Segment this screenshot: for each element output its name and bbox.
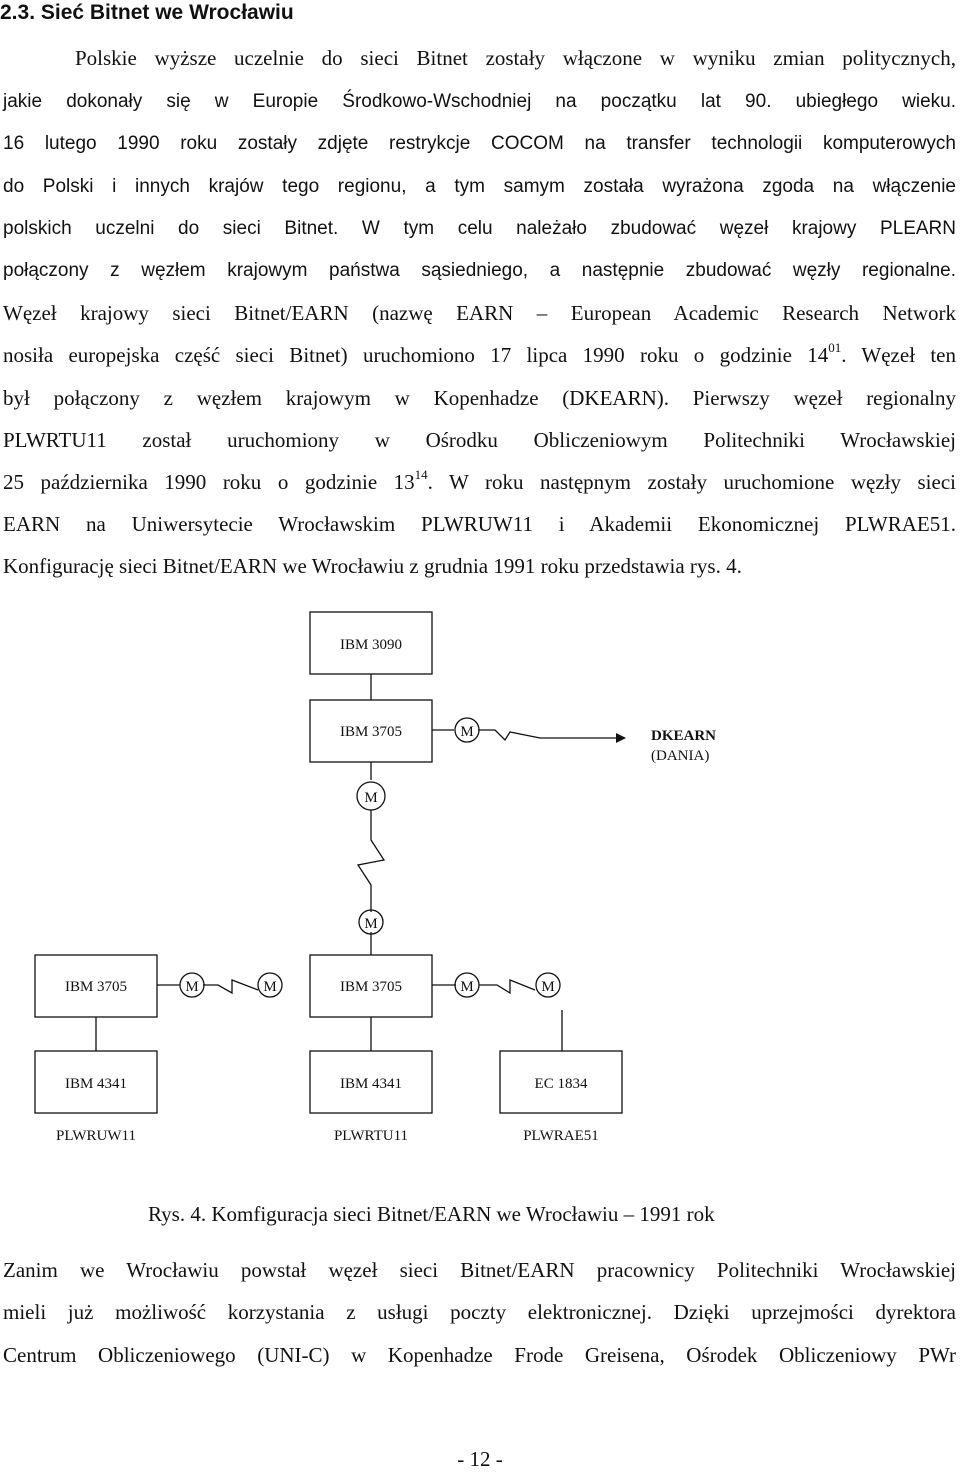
dania-label: (DANIA) [651,748,710,764]
text-line: polskich uczelni do sieci Bitnet. W tym celu należało zbudować węzeł krajowy PLEARN [3,218,956,239]
modem-label: M [460,979,474,995]
node-name-plwrtu11: PLWRTU11 [333,1128,409,1144]
text-line [3,469,956,495]
superscript: 01 [828,340,842,355]
network-diagram [0,598,960,1158]
superscript: 14 [414,467,428,482]
page-number: - 12 - [457,1447,503,1471]
section-heading: 2.3. Sieć Bitnet we Wrocławiu [0,1,294,24]
node-name-plwruw11: PLWRUW11 [56,1128,136,1144]
ibm3090-label: IBM 3090 [339,637,403,653]
text-segment: 25 października 1990 roku o godzinie 13 [3,470,415,494]
text-line: mieli już możliwość korzystania z usługi poczty elektronicznej. Dzięki uprzejmości dyrektora [3,1300,956,1324]
modem-label: M [541,979,555,995]
ibm3705-top-label: IBM 3705 [339,724,403,740]
ibm3705-mid-label: IBM 3705 [339,979,403,995]
modem-label: M [185,979,199,995]
text-line: 16 lutego 1990 roku zostały zdjęte restrykcje COCOM na transfer technologii komputerowych [3,133,956,154]
text-line: PLWRTU11 został uruchomiony w Ośrodku Obliczeniowym Politechniki Wrocławskiej [3,428,956,452]
modem-label: M [364,790,378,806]
text-segment: nosiła europejska część sieci Bitnet) uruchomiono 17 lipca 1990 roku o godzinie 14 [3,343,829,367]
text-segment: . Węzeł ten [841,343,957,367]
text-line: Centrum Obliczeniowego (UNI-C) w Kopenhadze Frode Greisena, Ośrodek Obliczeniowy PWr [3,1343,956,1367]
modem-label: M [364,916,378,932]
ibm4341-left-label: IBM 4341 [64,1076,128,1092]
ec1834-label: EC 1834 [534,1076,588,1092]
text-line: Konfigurację sieci Bitnet/EARN we Wrocławiu z grudnia 1991 roku przedstawia rys. 4. [3,554,742,578]
text-line: EARN na Uniwersytecie Wrocławskim PLWRUW11 i Akademii Ekonomicznej PLWRAE51. [3,512,956,536]
modem-label: M [263,979,277,995]
text-line: Zanim we Wrocławiu powstał węzeł sieci Bitnet/EARN pracownicy Politechniki Wrocławskiej [3,1258,956,1282]
ibm4341-mid-label: IBM 4341 [339,1076,403,1092]
ibm3705-left-label: IBM 3705 [64,979,128,995]
text-line: do Polski i innych krajów tego regionu, a tym samym została wyrażona zgoda na włączenie [3,176,956,197]
text-line: połączony z węzłem krajowym państwa sąsiedniego, a następnie zbudować węzły regionalne. [3,260,956,281]
node-name-plwrae51: PLWRAE51 [523,1128,599,1144]
figure-caption: Rys. 4. Komfiguracja sieci Bitnet/EARN we Wrocławiu – 1991 rok [148,1202,715,1226]
text-line [3,342,956,368]
text-line: Polskie wyższe uczelnie do sieci Bitnet zostały włączone w wyniku zmian politycznych, [75,46,956,70]
text-line: był połączony z węzłem krajowym w Kopenhadze (DKEARN). Pierwszy węzeł regionalny [3,386,956,410]
text-line: jakie dokonały się w Europie Środkowo-Wschodniej na początku lat 90. ubiegłego wieku. [3,91,956,112]
dkearn-label: DKEARN [651,728,717,744]
text-line: Węzeł krajowy sieci Bitnet/EARN (nazwę EARN – European Academic Research Network [3,301,956,325]
modem-label: M [460,724,474,740]
text-segment: . W roku następnym zostały uruchomione węzły sieci [427,470,956,494]
